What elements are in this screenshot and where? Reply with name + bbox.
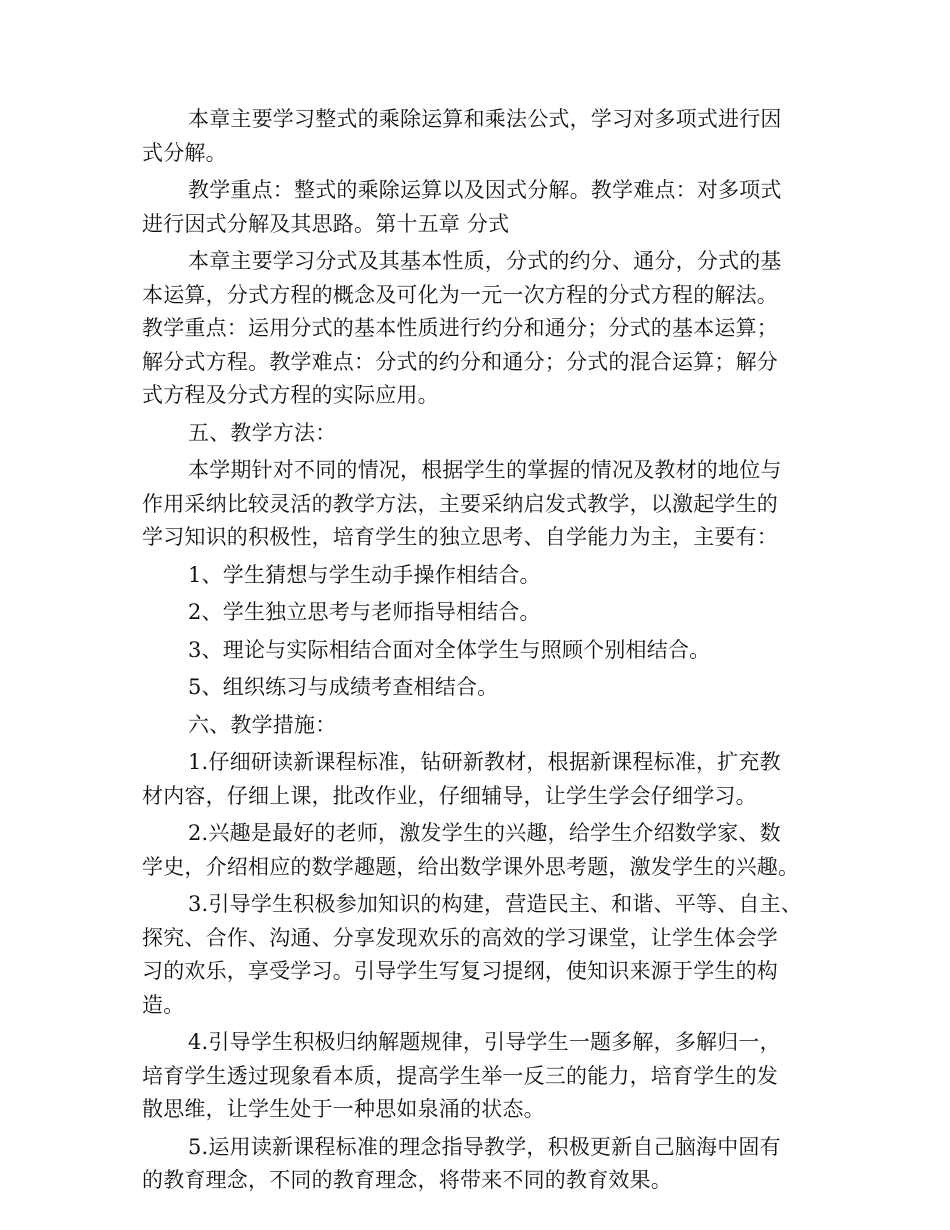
paragraph (142, 454, 817, 555)
text-line: 作用采纳比较灵活的教学方法，主要采纳启发式教学，以激起学生的 (142, 491, 778, 516)
text-line: 4.引导学生积极归纳解题规律，引导学生一题多解，多解归一， (188, 1030, 781, 1054)
text-line: 式方程及分式方程的实际应用。 (142, 383, 439, 407)
text-line: 六、教学措施： (188, 712, 337, 737)
text-line: 培育学生透过现象看本质，提高学生举一反三的能力，培育学生的发 (142, 1063, 778, 1088)
text-line: 学习知识的积极性，培育学生的独立思考、自学能力为主，主要有： (142, 525, 778, 549)
paragraph (142, 1026, 817, 1127)
paragraph (142, 746, 817, 813)
paragraph (142, 417, 817, 451)
paragraph (142, 817, 817, 884)
text-line: 教学重点：整式的乘除运算以及因式分解。教学难点：对多项式 (188, 178, 782, 202)
text-line: 材内容，仔细上课，批改作业，仔细辅导，让学生学会仔细学习。 (142, 783, 757, 808)
text-line: 的教育理念，不同的教育理念，将带来不同的教育效果。 (142, 1168, 672, 1192)
paragraph (142, 888, 817, 1022)
text-line: 解分式方程。教学难点：分式的约分和通分；分式的混合运算；解分 (142, 349, 778, 374)
text-line: 五、教学方法： (188, 420, 337, 445)
text-line: 2.兴趣是最好的老师，激发学生的兴趣，给学生介绍数学家、数 (188, 821, 781, 845)
text-line: 教学重点：运用分式的基本性质进行约分和通分；分式的基本运算； (142, 316, 778, 340)
text-line: 造。 (142, 992, 185, 1017)
text-line: 本章主要学习整式的乘除运算和乘法公式，学习对多项式进行因 (188, 107, 782, 131)
text-line: 散思维，让学生处于一种思如泉涌的状态。 (142, 1097, 545, 1121)
text-line: 2、学生独立思考与老师指导相结合。 (188, 600, 541, 624)
document-body (142, 103, 817, 1202)
text-line: 本学期针对不同的情况，根据学生的掌握的情况及教材的地位与 (188, 458, 782, 482)
text-line: 5.运用读新课程标准的理念指导教学，积极更新自己脑海中固有 (188, 1134, 781, 1159)
paragraph (142, 559, 817, 593)
paragraph (142, 245, 817, 413)
paragraph (142, 1131, 817, 1198)
paragraph (142, 103, 817, 170)
text-line: 3.引导学生积极参加知识的构建，营造民主、和谐、平等、自主、 (188, 892, 803, 916)
paragraph (142, 634, 817, 668)
text-line: 本运算，分式方程的概念及可化为一元一次方程的分式方程的解法。 (142, 282, 778, 307)
paragraph (142, 671, 817, 705)
text-line: 1、学生猜想与学生动手操作相结合。 (188, 562, 541, 587)
text-line: 1.仔细研读新课程标准，钻研新教材，根据新课程标准，扩充教 (188, 750, 781, 774)
text-line: 式分解。 (142, 140, 227, 165)
paragraph (142, 174, 817, 241)
text-line: 5、组织练习与成绩考查相结合。 (188, 675, 499, 699)
text-line: 探究、合作、沟通、分享发现欢乐的高效的学习课堂，让学生体会学 (142, 925, 778, 950)
paragraph (142, 709, 817, 743)
paragraph (142, 596, 817, 630)
text-line: 本章主要学习分式及其基本性质，分式的约分、通分，分式的基 (188, 249, 782, 273)
text-line: 学史，介绍相应的数学趣题，给出数学课外思考题，激发学生的兴趣。 (142, 854, 800, 879)
text-line: 进行因式分解及其思路。第十五章 分式 (142, 211, 510, 236)
text-line: 3、理论与实际相结合面对全体学生与照顾个别相结合。 (188, 637, 711, 662)
text-line: 习的欢乐，享受学习。引导学生写复习提纲，使知识来源于学生的构 (142, 959, 778, 983)
